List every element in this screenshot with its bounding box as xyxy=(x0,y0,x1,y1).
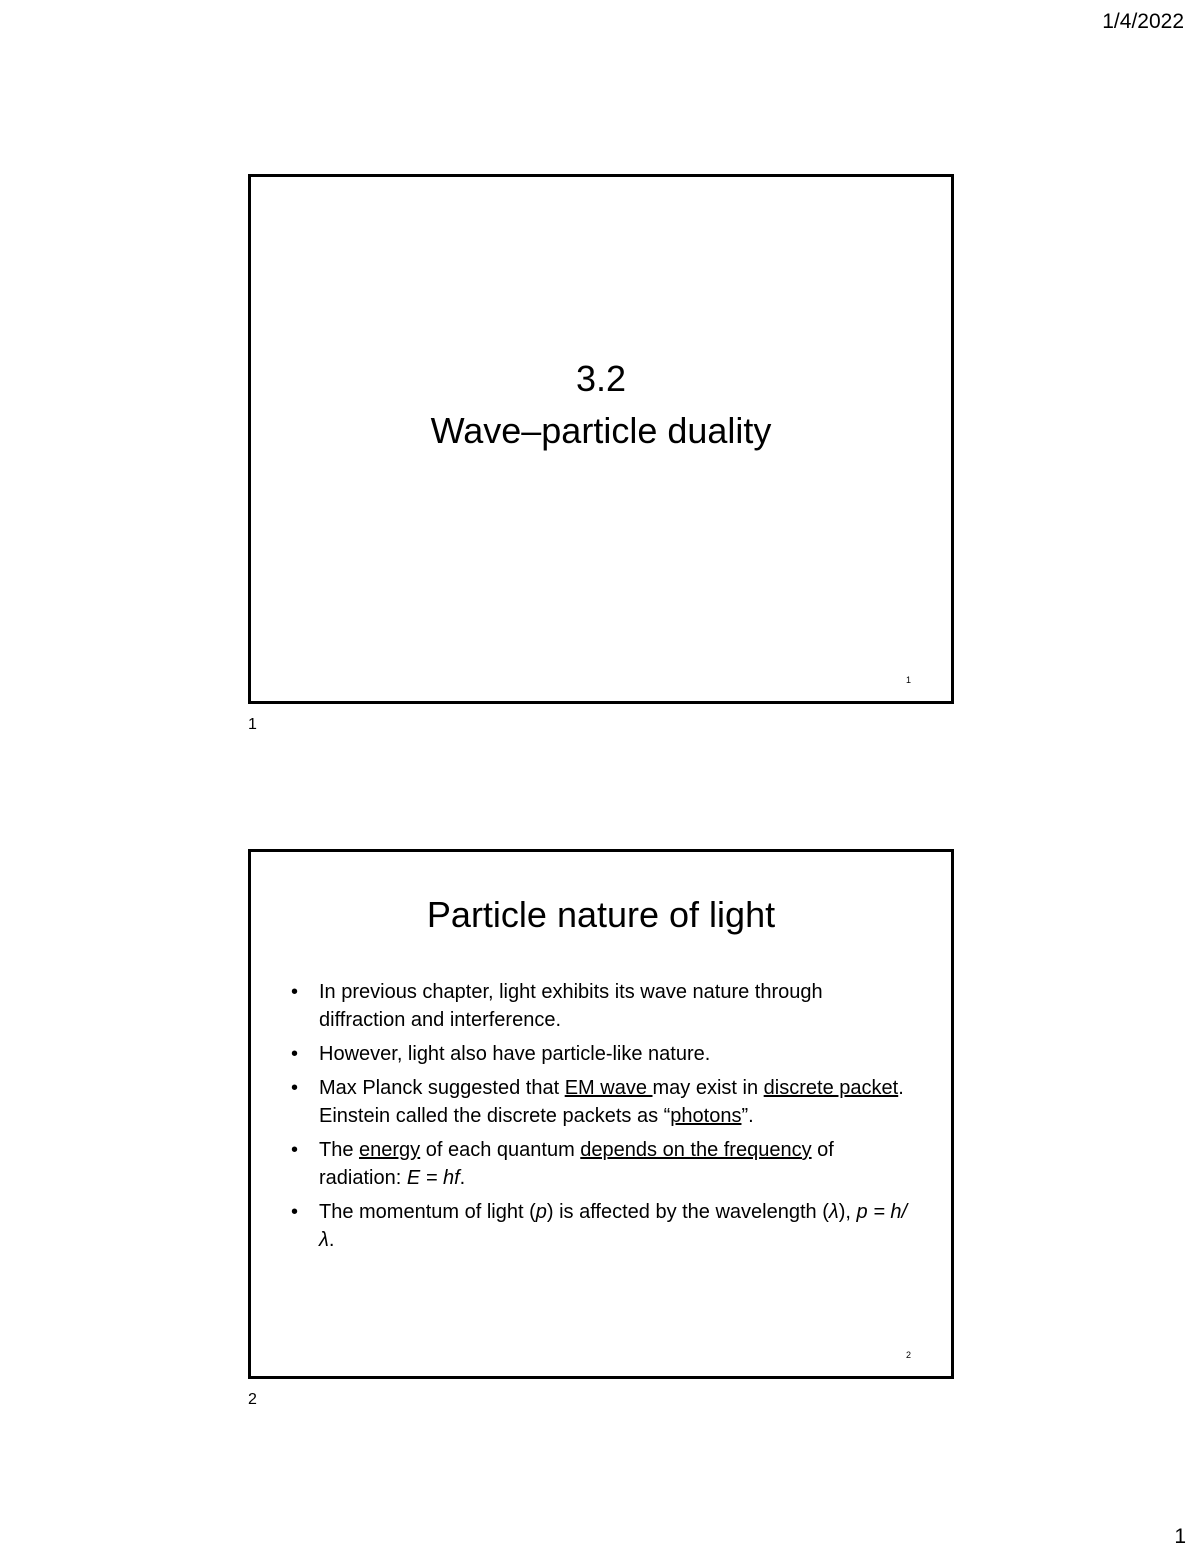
symbol-p: p xyxy=(535,1201,547,1223)
bullet-item-1: • In previous chapter, light exhibits its wave nature through diffraction and interference. xyxy=(291,978,911,1034)
slide-1-number: 1 xyxy=(905,675,911,685)
equation: p = h/λ xyxy=(319,1201,908,1251)
symbol-lambda: λ xyxy=(828,1201,839,1223)
section-title: Wave–particle duality xyxy=(430,410,772,451)
bullet-item-2: • However, light also have particle-like nature. xyxy=(291,1040,911,1068)
page-date: 1/4/2022 xyxy=(1102,10,1184,33)
bullet-item-4: • The energy of each quantum depends on the frequency of radiation: E = hf. xyxy=(291,1136,911,1192)
underlined-term: depends on the frequency xyxy=(580,1139,812,1161)
underlined-term: photons xyxy=(670,1105,742,1127)
slide-2-heading: Particle nature of light xyxy=(426,894,776,935)
page-number: 1 xyxy=(1174,1525,1186,1548)
bullet-item-5: • The momentum of light (p) is affected by the wavelength (λ), p = h/λ. xyxy=(291,1198,911,1254)
slide-1-title xyxy=(251,353,951,457)
slide-2-number: 2 xyxy=(905,1350,911,1360)
section-number: 3.2 xyxy=(575,358,627,399)
bullet-list xyxy=(291,978,911,1260)
equation: E = hf xyxy=(406,1167,460,1189)
slide-2-label: 2 xyxy=(248,1391,257,1408)
slide-1 xyxy=(248,174,954,704)
underlined-term: EM wave xyxy=(564,1077,653,1099)
slide-1-label: 1 xyxy=(248,716,257,733)
slide-2 xyxy=(248,849,954,1379)
underlined-term: discrete packet xyxy=(763,1077,899,1099)
bullet-item-3: • Max Planck suggested that EM wave may exist in discrete packet. Einstein called the discrete packets as “photons”. xyxy=(291,1074,911,1130)
underlined-term: energy xyxy=(359,1139,421,1161)
